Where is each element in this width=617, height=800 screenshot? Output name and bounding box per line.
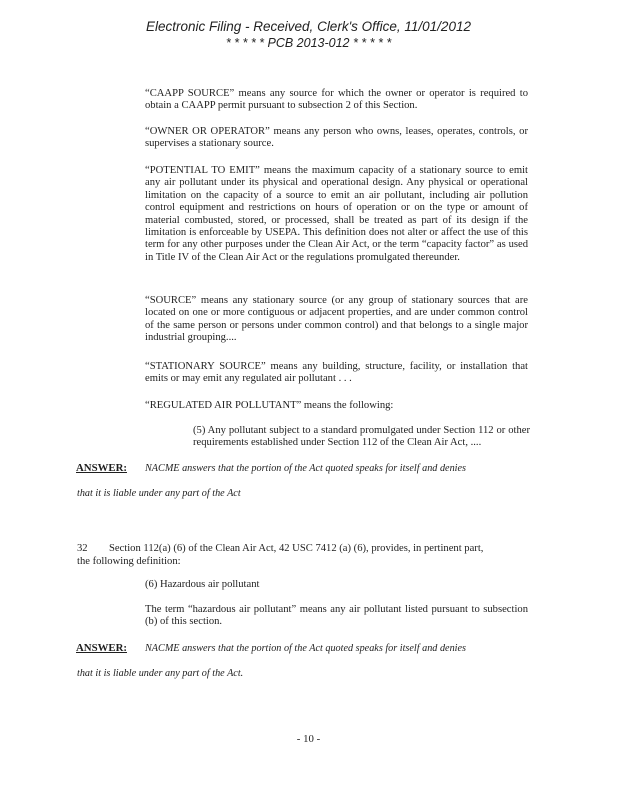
answer-text-line2: that it is liable under any part of the Act (77, 488, 241, 499)
definition-stationary-source: “STATIONARY SOURCE” means any building, structure, facility, or installation that emits or may emit any regulated air pollutant . . . (145, 361, 528, 385)
answer-text-line1: NACME answers that the portion of the Act quoted speaks for itself and denies (145, 463, 466, 474)
paragraph-number: 32 (77, 543, 88, 554)
filing-header-line2: * * * * * PCB 2013-012 * * * * * (225, 36, 392, 50)
definition-source: “SOURCE” means any stationary source (or any group of stationary sources that are located on one or more contiguous or adjacent properties, and are under common control of the same person or persons under common control) and that belongs to a single major industrial grouping.... (145, 295, 528, 344)
definition-hazardous-air-pollutant: The term “hazardous air pollutant” means any air pollutant listed pursuant to subsection (b) of this section. (145, 604, 528, 628)
definition-regulated-air-pollutant: “REGULATED AIR POLLUTANT” means the following: (145, 400, 394, 411)
answer-label: ANSWER: (76, 462, 127, 474)
definition-caapp-source: “CAAPP SOURCE” means any source for which the owner or operator is required to obtain a CAAPP permit pursuant to subsection 2 of this Section. (145, 88, 528, 112)
answer-text-line2: that it is liable under any part of the Act. (77, 668, 244, 679)
page-number: - 10 - (296, 733, 321, 745)
definition-owner-operator: “OWNER OR OPERATOR” means any person who owns, leases, operates, controls, or supervises a stationary source. (145, 126, 528, 150)
answer-text-line1: NACME answers that the portion of the Act quoted speaks for itself and denies (145, 643, 466, 654)
subheading-hazardous-air-pollutant: (6) Hazardous air pollutant (145, 579, 260, 590)
paragraph-32-line1: Section 112(a) (6) of the Clean Air Act, 42 USC 7412 (a) (6), provides, in pertinent part, (109, 543, 484, 554)
subitem-5: (5) Any pollutant subject to a standard promulgated under Section 112 or other requirements established under Section 112 of the Clean Air Act, .... (193, 425, 530, 449)
filing-header-line1: Electronic Filing - Received, Clerk's Office, 11/01/2012 (146, 19, 471, 34)
answer-label: ANSWER: (76, 642, 127, 654)
paragraph-32-line2: the following definition: (77, 556, 181, 567)
definition-potential-to-emit: “POTENTIAL TO EMIT” means the maximum capacity of a stationary source to emit any air pollutant under its physical and operational design. Any physical or operational limitation on the capacity of a source to emit an air pollutant, including air pollution control equipment and restrictions on hours of operation or on the type or amount of material combusted, stored, or processed, shall be treated as part of its design if the limitation is enforceable by USEPA. This definition does not alter or affect the use of this term for any other purposes under the Clean Air Act, or the term “capacity factor” as used in Title IV of the Clean Air Act or the regulations promulgated thereunder. (145, 165, 528, 263)
